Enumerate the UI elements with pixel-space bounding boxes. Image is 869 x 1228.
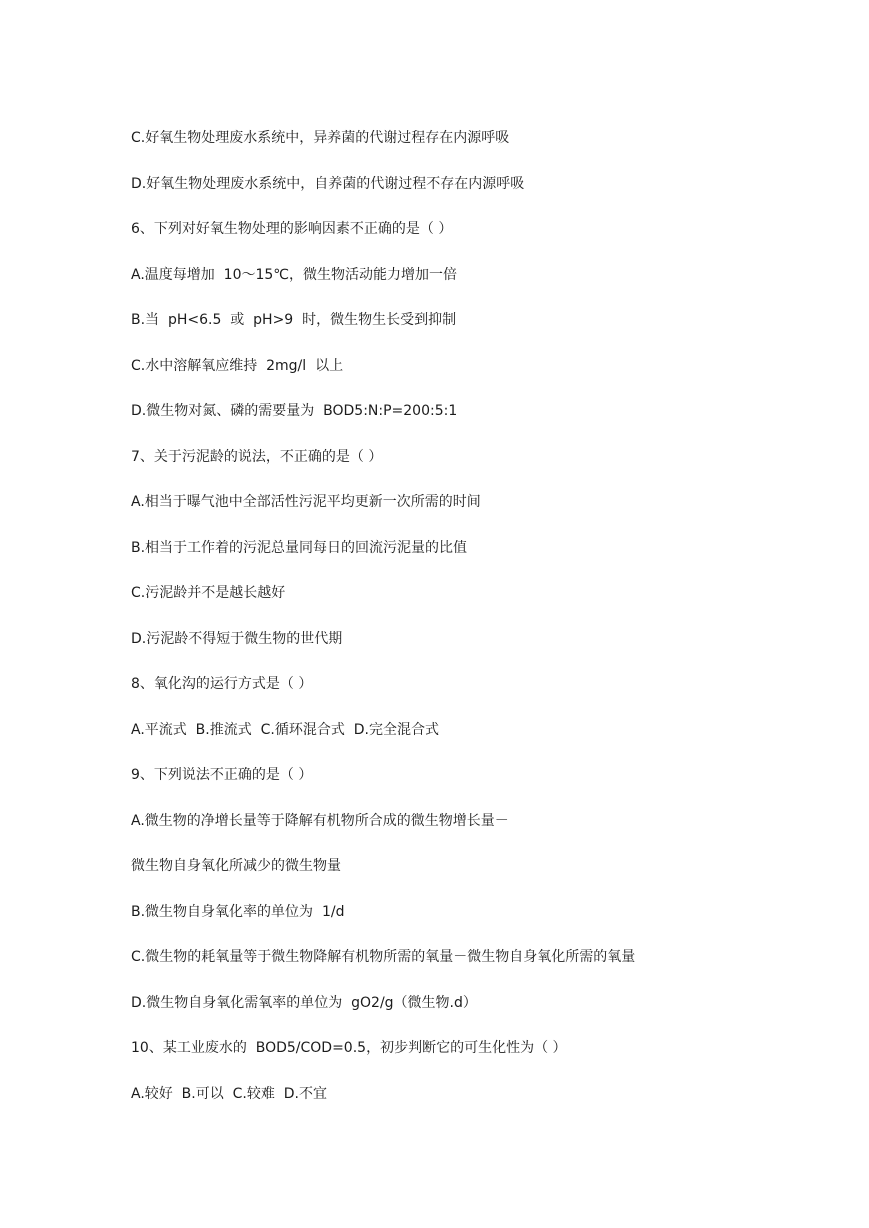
question-line: 10、某工业废水的 BOD5/COD=0.5，初步判断它的可生化性为（ ）	[131, 1040, 567, 1056]
option-line: A.微生物的净增长量等于降解有机物所合成的微生物增长量－	[131, 812, 509, 829]
option-line: D.好氧生物处理废水系统中，自养菌的代谢过程不存在内源呼吸	[131, 175, 525, 192]
document-text	[131, 127, 831, 1128]
option-line: C.好氧生物处理废水系统中，异养菌的代谢过程存在内源呼吸	[131, 130, 510, 146]
option-line: D.微生物对氮、磷的需要量为 BOD5:N:P=200:5:1	[131, 403, 458, 419]
option-line: A.平流式 B.推流式 C.循环混合式 D.完全混合式	[131, 721, 439, 738]
option-line: A.温度每增加 10～15℃，微生物活动能力增加一倍	[131, 266, 458, 283]
option-line: B.相当于工作着的污泥总量同每日的回流污泥量的比值	[131, 539, 468, 556]
option-line: A.较好 B.可以 C.较难 D.不宜	[131, 1085, 327, 1102]
option-line: A.相当于曝气池中全部活性污泥平均更新一次所需的时间	[131, 494, 481, 510]
question-line: 9、下列说法不正确的是（ ）	[131, 767, 313, 783]
option-line: D.微生物自身氧化需氧率的单位为 gO2/g（微生物.d）	[131, 994, 477, 1011]
option-line: B.微生物自身氧化率的单位为 1/d	[131, 903, 345, 920]
option-line: C.水中溶解氧应维持 2mg/l 以上	[131, 357, 344, 374]
option-line: C.微生物的耗氧量等于微生物降解有机物所需的氧量－微生物自身氧化所需的氧量	[131, 949, 636, 965]
question-line: 6、下列对好氧生物处理的影响因素不正确的是（ ）	[131, 221, 453, 237]
option-line: B.当 pH<6.5 或 pH>9 时，微生物生长受到抑制	[131, 312, 457, 328]
option-line: D.污泥龄不得短于微生物的世代期	[131, 630, 343, 647]
question-line: 7、关于污泥龄的说法，不正确的是（ ）	[131, 448, 383, 465]
option-line: C.污泥龄并不是越长越好	[131, 585, 286, 601]
option-line-continuation: 微生物自身氧化所减少的微生物量	[131, 858, 341, 874]
question-line: 8、氧化沟的运行方式是（ ）	[131, 676, 313, 692]
